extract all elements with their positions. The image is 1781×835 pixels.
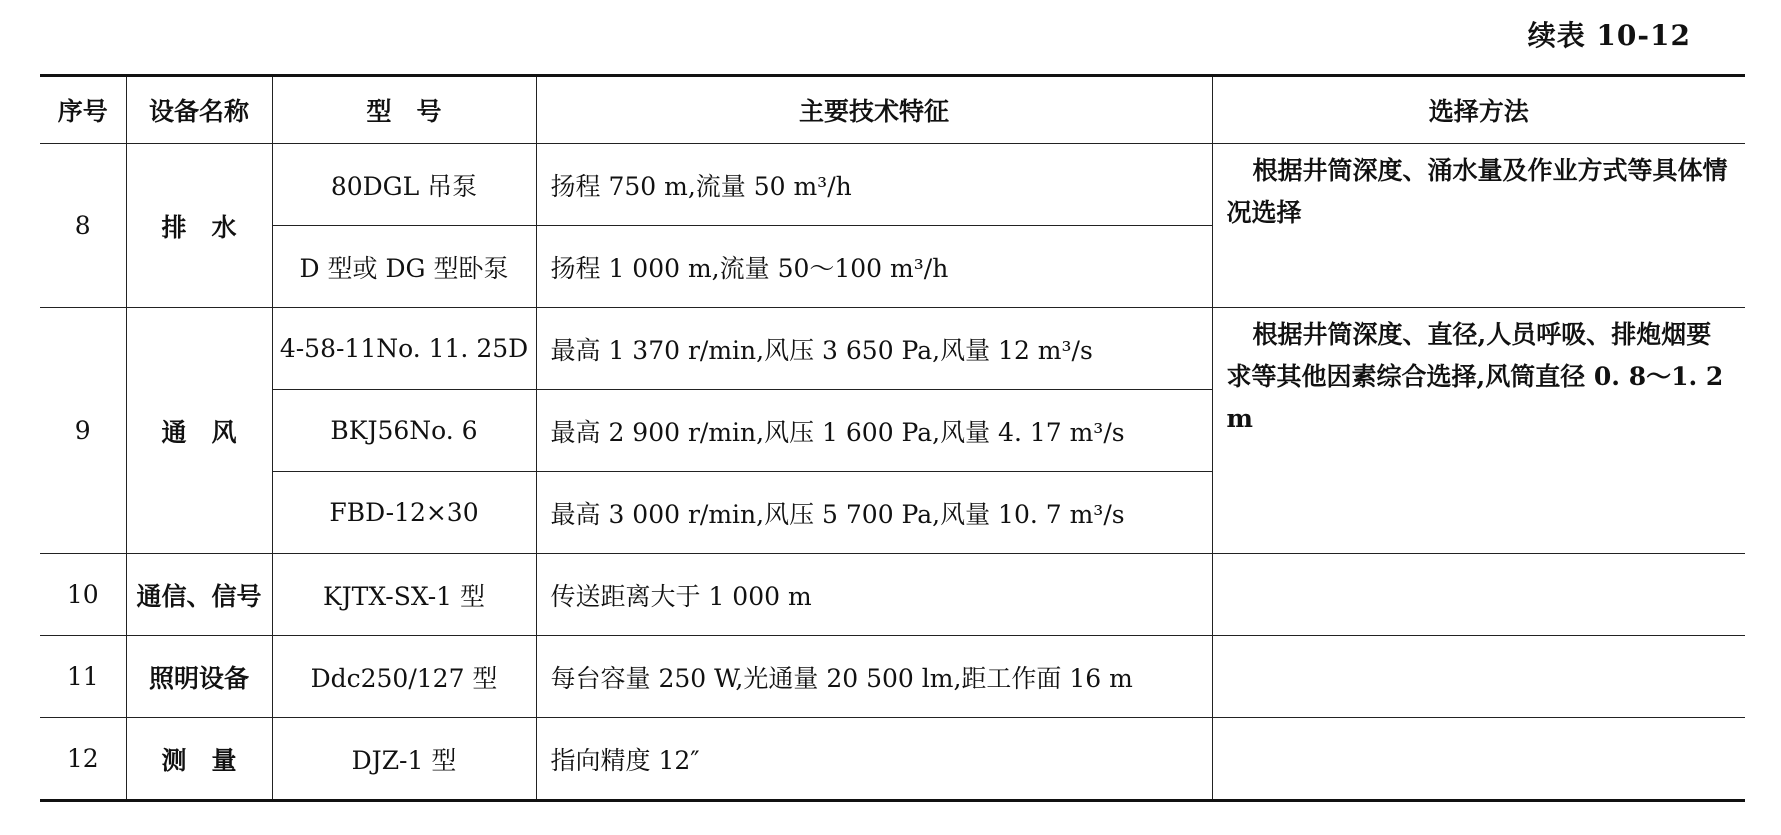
row-spec: 每台容量 250 W,光通量 20 500 lm,距工作面 16 m	[536, 636, 1212, 718]
row-method-empty	[1212, 636, 1745, 718]
row-model: 80DGL 吊泵	[272, 144, 536, 226]
row-model: D 型或 DG 型卧泵	[272, 226, 536, 308]
row-method-empty	[1212, 554, 1745, 636]
equipment-table	[40, 74, 1745, 802]
row-spec: 传送距离大于 1 000 m	[536, 554, 1212, 636]
table-row	[40, 636, 1745, 718]
row-model: FBD-12×30	[272, 472, 536, 554]
row-spec: 最高 3 000 r/min,风压 5 700 Pa,风量 10. 7 m³/s	[536, 472, 1212, 554]
row-no: 12	[40, 718, 126, 801]
method-text: 根据井筒深度、直径,人员呼吸、排炮烟要求等其他因素综合选择,风筒直径 0. 8～1. 2 m	[1226, 320, 1724, 433]
equipment-table-wrapper	[40, 74, 1745, 802]
row-model: 4-58-11No. 11. 25D	[272, 308, 536, 390]
row-spec: 最高 2 900 r/min,风压 1 600 Pa,风量 4. 17 m³/s	[536, 390, 1212, 472]
row-name: 测 量	[126, 718, 272, 801]
row-name: 排 水	[126, 144, 272, 308]
row-model: DJZ-1 型	[272, 718, 536, 801]
row-no: 8	[40, 144, 126, 308]
row-method	[1212, 144, 1745, 308]
row-name: 通信、信号	[126, 554, 272, 636]
row-model: Ddc250/127 型	[272, 636, 536, 718]
row-method	[1212, 308, 1745, 554]
row-spec: 扬程 750 m,流量 50 m³/h	[536, 144, 1212, 226]
row-model: BKJ56No. 6	[272, 390, 536, 472]
row-name: 照明设备	[126, 636, 272, 718]
row-method-empty	[1212, 718, 1745, 801]
row-no: 11	[40, 636, 126, 718]
row-spec: 指向精度 12″	[536, 718, 1212, 801]
table-row	[40, 554, 1745, 636]
table-caption: 续表 10-12	[1527, 19, 1691, 52]
header-row	[40, 76, 1745, 144]
table-row	[40, 144, 1745, 226]
table-row	[40, 308, 1745, 390]
row-no: 9	[40, 308, 126, 554]
row-no: 10	[40, 554, 126, 636]
row-spec: 最高 1 370 r/min,风压 3 650 Pa,风量 12 m³/s	[536, 308, 1212, 390]
row-model: KJTX-SX-1 型	[272, 554, 536, 636]
method-text: 根据井筒深度、涌水量及作业方式等具体情况选择	[1226, 156, 1728, 227]
row-name: 通 风	[126, 308, 272, 554]
header-no: 序号	[40, 76, 126, 144]
header-name: 设备名称	[126, 76, 272, 144]
table-row	[40, 718, 1745, 801]
row-spec: 扬程 1 000 m,流量 50～100 m³/h	[536, 226, 1212, 308]
header-model: 型 号	[272, 76, 536, 144]
header-method: 选择方法	[1212, 76, 1745, 144]
header-spec: 主要技术特征	[536, 76, 1212, 144]
